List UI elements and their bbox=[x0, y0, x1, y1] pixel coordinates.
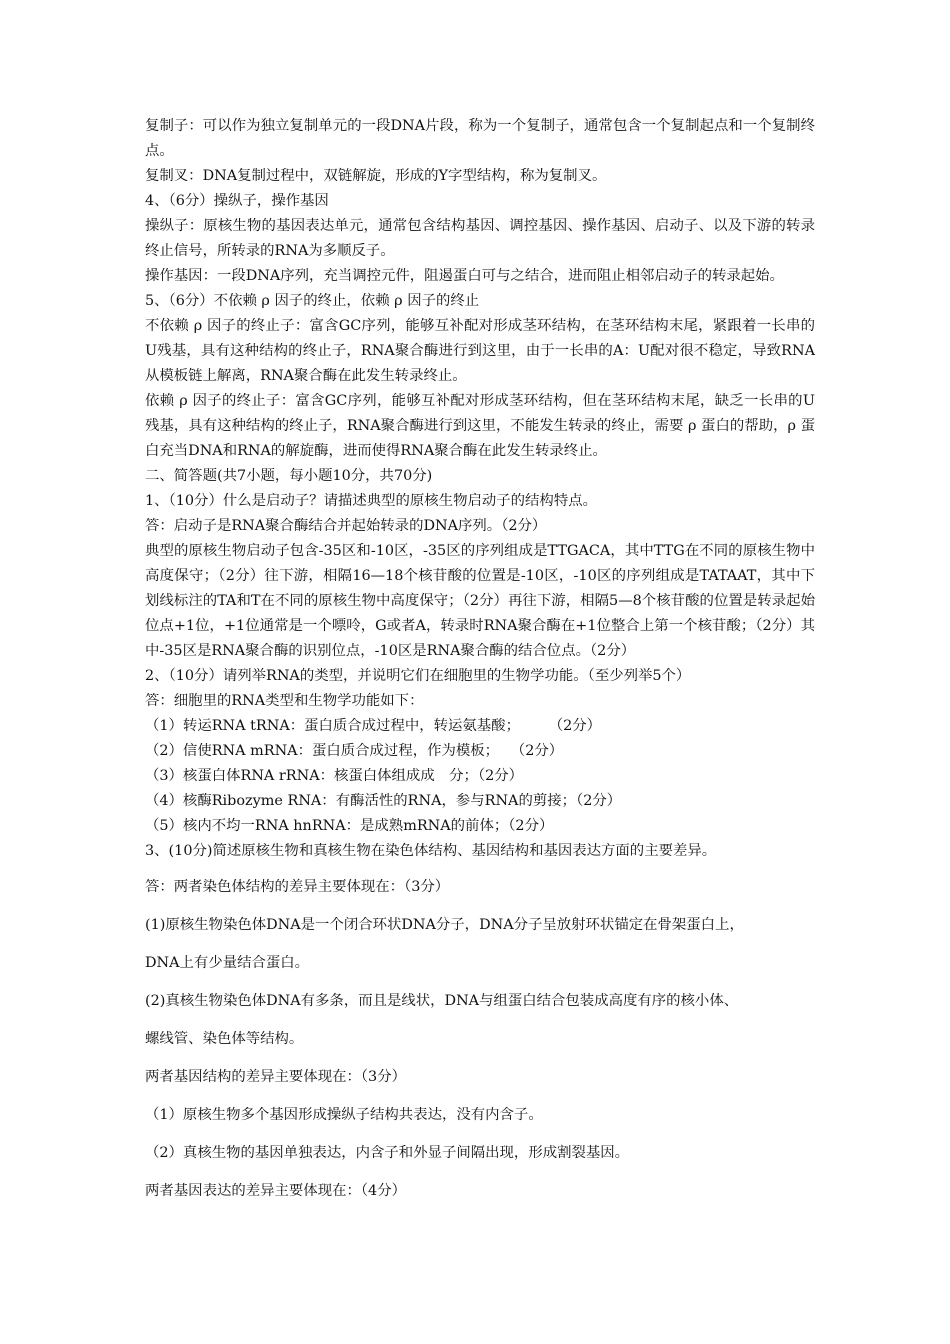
answer-1-detail: 典型的原核生物启动子包含-35区和-10区，-35区的序列组成是TTGACA，其中TTG在不同的原核生物中高度保守；（2分）往下游，相隔16—18个核苷酸的位置是-10区，-10区的序列组成是TATAAT，其中下划线标注的TA和T在不同的原核生物中高度保守；（2分）再往下游，相隔5—8个核苷酸的位置是转录起始位点+1位，+1位通常是一个嘌呤，G或者A，转录时RNA聚合酶在+1位整合上第一个核苷酸；（2分）其中-35区是RNA聚合酶的识别位点，-10区是RNA聚合酶的结合位点。（2分） bbox=[145, 543, 815, 659]
definition-replicon: 复制子：可以作为独立复制单元的一段DNA片段，称为一个复制子，通常包含一个复制起点和一个复制终点。 bbox=[145, 118, 815, 159]
answer-2-intro: 答：细胞里的RNA类型和生物学功能如下： bbox=[145, 693, 424, 709]
short-question-2: 2、（10分）请列举RNA的类型，并说明它们在细胞里的生物学功能。（至少列举5个） bbox=[145, 668, 691, 684]
answer-1-intro: 答：启动子是RNA聚合酶结合并起始转录的DNA序列。（2分） bbox=[145, 518, 547, 534]
definition-rho-independent: 不依赖 ρ 因子的终止子：富含GC序列，能够互补配对形成茎环结构，在茎环结构末尾，紧跟着一长串的U残基，具有这种结构的终止子，RNA聚合酶进行到这里，由于一长串的A：U配对很不稳定，导致RNA从模板链上解离，RNA聚合酶在此发生转录终止。 bbox=[145, 318, 815, 384]
definition-rho-dependent: 依赖 ρ 因子的终止子：富含GC序列，能够互补配对形成茎环结构，但在茎环结构末尾，缺乏一长串的U残基，具有这种结构的终止子，RNA聚合酶进行到这里，不能发生转录的终止，需要 ρ 蛋白的帮助，ρ 蛋白充当DNA和RNA的解旋酶，进而使得RNA聚合酶在此发生转录终止。 bbox=[145, 393, 815, 459]
answer-3-gene-structure-heading: 两者基因结构的差异主要体现在：（3分） bbox=[145, 1069, 406, 1085]
answer-3-gene-expression-heading: 两者基因表达的差异主要体现在：（4分） bbox=[145, 1183, 406, 1199]
answer-3-chromosome-1b: DNA上有少量结合蛋白。 bbox=[145, 955, 310, 971]
definition-operon: 操纵子：原核生物的基因表达单元，通常包含结构基因、调控基因、操作基因、启动子、以及下游的转录终止信号，所转录的RNA为多顺反子。 bbox=[145, 218, 815, 259]
answer-2-item-2: （2）信使RNA mRNA：蛋白质合成过程，作为模板； （2分） bbox=[145, 743, 564, 759]
section-2-heading: 二、简答题(共7小题，每小题10分，共70分) bbox=[145, 468, 433, 484]
definition-replication-fork: 复制叉：DNA复制过程中，双链解旋，形成的Y字型结构，称为复制叉。 bbox=[145, 168, 607, 184]
answer-2-item-3: （3）核蛋白体RNA rRNA：核蛋白体组成成 分；（2分） bbox=[145, 768, 524, 784]
question-4-heading: 4、（6分）操纵子，操作基因 bbox=[145, 193, 329, 209]
answer-2-item-4: （4）核酶Ribozyme RNA：有酶活性的RNA，参与RNA的剪接；（2分） bbox=[145, 793, 622, 809]
answer-2-item-5: （5）核内不均一RNA hnRNA：是成熟mRNA的前体；（2分） bbox=[145, 818, 554, 834]
answer-3-chromosome-heading: 答：两者染色体结构的差异主要体现在：（3分） bbox=[145, 879, 450, 895]
answer-3-gene-structure-1: （1）原核生物多个基因形成操纵子结构共表达，没有内含子。 bbox=[145, 1107, 543, 1123]
answer-3-chromosome-2a: (2)真核生物染色体DNA有多条，而且是线状，DNA与组蛋白结合包装成高度有序的核小体、 bbox=[145, 993, 739, 1009]
answer-3-chromosome-2b: 螺线管、染色体等结构。 bbox=[145, 1031, 304, 1047]
answer-3-chromosome-1a: (1)原核生物染色体DNA是一个闭合环状DNA分子，DNA分子呈放射环状锚定在骨架蛋白上， bbox=[145, 917, 744, 933]
answer-2-item-1: （1）转运RNA tRNA：蛋白质合成过程中，转运氨基酸； （2分） bbox=[145, 718, 602, 734]
answer-3-gene-structure-2: （2）真核生物的基因单独表达，内含子和外显子间隔出现，形成割裂基因。 bbox=[145, 1145, 630, 1161]
question-5-heading: 5、（6分）不依赖 ρ 因子的终止，依赖 ρ 因子的终止 bbox=[145, 293, 480, 309]
short-question-3: 3、(10分)简述原核生物和真核生物在染色体结构、基因结构和基因表达方面的主要差异。 bbox=[145, 843, 717, 859]
definition-operator: 操作基因：一段DNA序列，充当调控元件，阻遏蛋白可与之结合，进而阻止相邻启动子的转录起始。 bbox=[145, 268, 784, 284]
short-question-1: 1、（10分）什么是启动子？请描述典型的原核生物启动子的结构特点。 bbox=[145, 493, 597, 509]
document-page bbox=[145, 114, 815, 1204]
